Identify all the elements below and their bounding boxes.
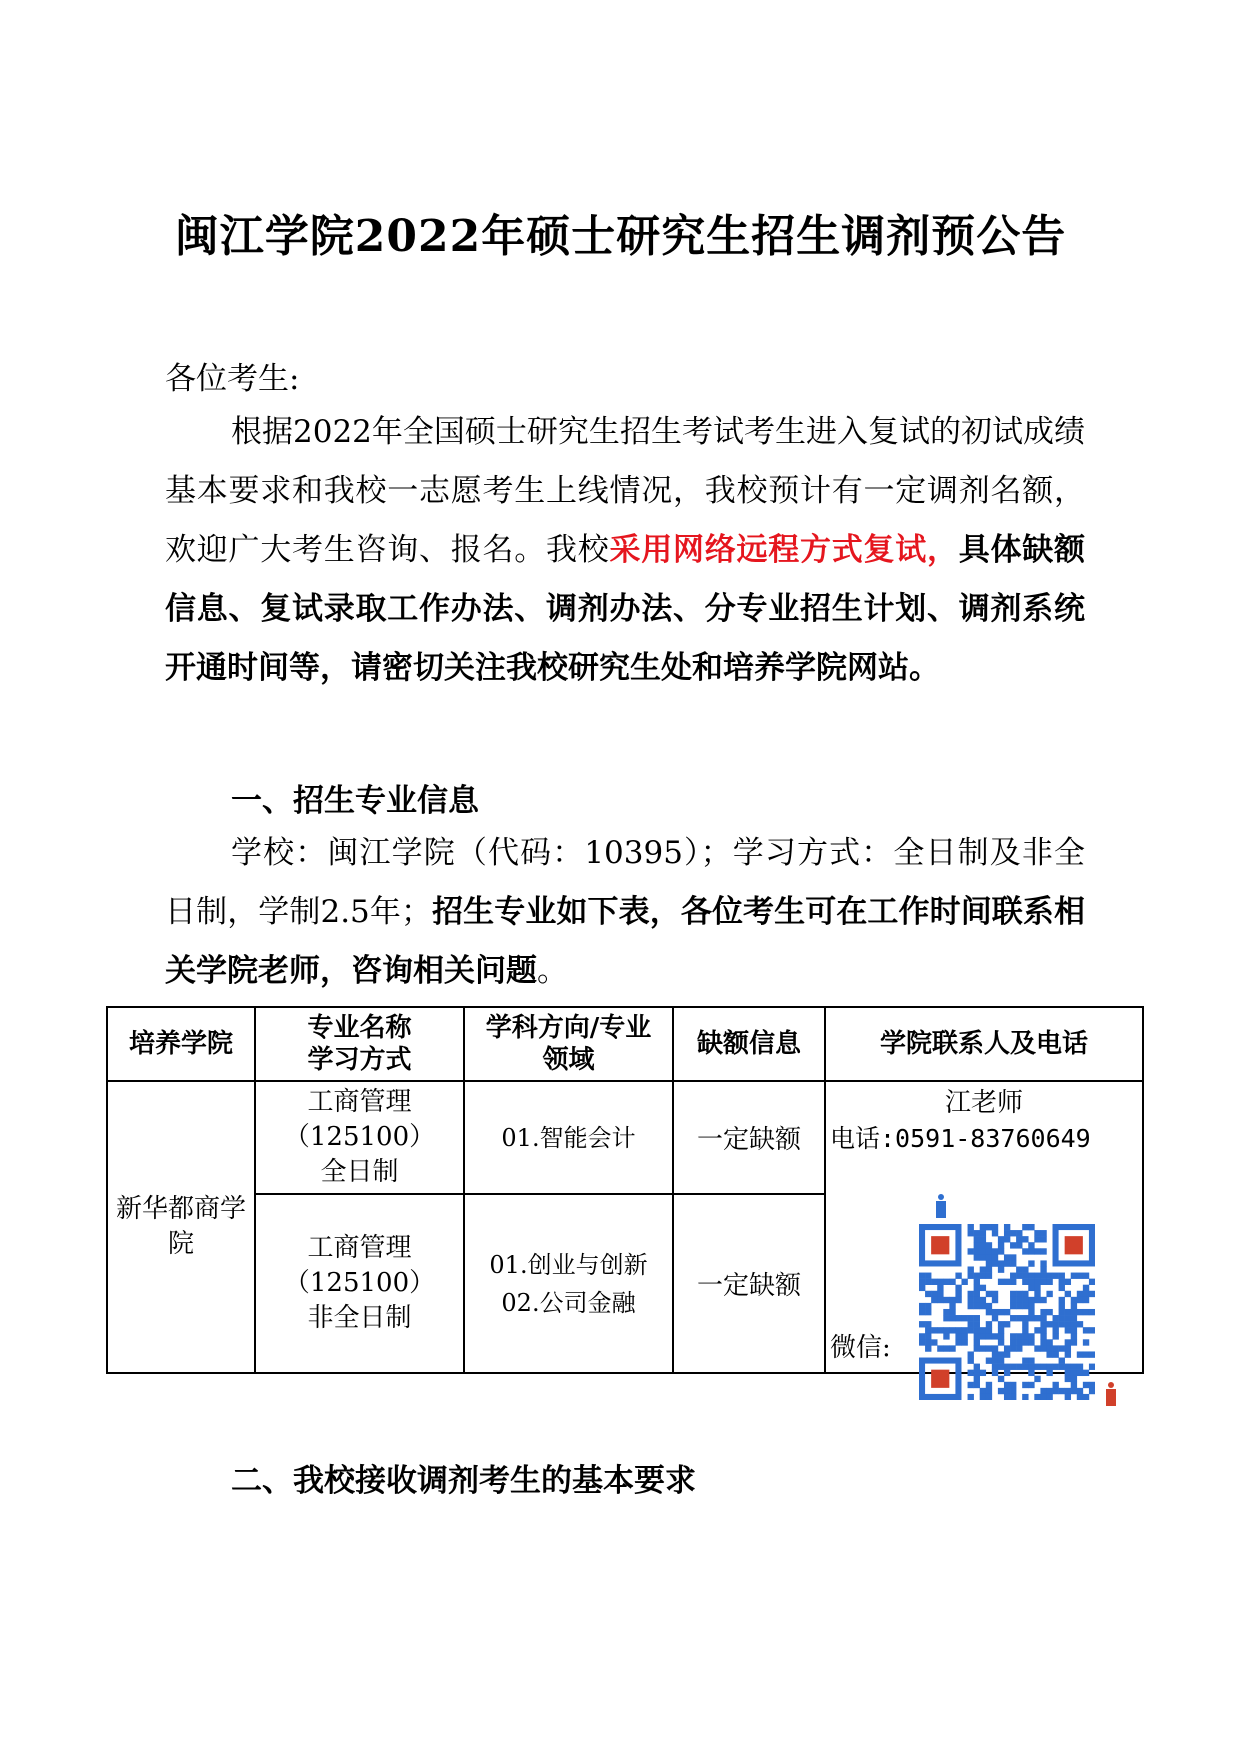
contact-cell — [825, 1081, 1143, 1373]
direction-cell — [464, 1194, 673, 1373]
major-info-table — [106, 1006, 1144, 1374]
school-info-bold: 招生专业如下表，各位考生可在工作时间联系相关学院老师，咨询相关问题 — [165, 894, 1085, 989]
contact-phone: 电话:0591-83760649 — [830, 1124, 1091, 1153]
intro-paragraph — [165, 403, 1085, 698]
major-name: 工商管理 — [307, 1087, 412, 1117]
school-info-tail: 。 — [537, 953, 568, 989]
salutation: 各位考生: — [165, 361, 300, 397]
intro-remote-retest-highlight: 采用网络远程方式复试， — [609, 532, 959, 568]
major-name: 工商管理 — [307, 1233, 412, 1263]
major-code: （125100） — [283, 1122, 436, 1152]
header-college: 培养学院 — [107, 1007, 255, 1081]
table-header-row — [107, 1007, 1143, 1081]
school-info-text: 学校：闽江学院（代码：10395）；学习方式：全日制及非全日制，学制2.5年； — [165, 835, 1085, 930]
header-direction-line1: 学科方向/专业 — [485, 1013, 652, 1043]
header-direction — [464, 1007, 673, 1081]
direction-item: 01.智能会计 — [501, 1123, 636, 1152]
study-mode: 全日制 — [320, 1157, 399, 1187]
section-heading-requirements: 二、我校接收调剂考生的基本要求 — [231, 1463, 696, 1499]
college-cell: 新华都商学院 — [107, 1081, 255, 1373]
intro-bold-notice: 具体缺额信息、复试录取工作办法、调剂办法、分专业招生计划、调剂系统开通时间等，请密切关注我校研究生处和培养学院网站。 — [165, 532, 1085, 686]
vacancy-cell: 一定缺额 — [673, 1194, 825, 1373]
direction-cell — [464, 1081, 673, 1194]
wechat-label: 微信: — [830, 1333, 891, 1363]
person-icon — [1106, 1382, 1116, 1406]
contact-name: 江老师 — [944, 1088, 1023, 1118]
section-heading-major-info: 一、招生专业信息 — [231, 783, 479, 819]
vacancy-cell: 一定缺额 — [673, 1081, 825, 1194]
header-major — [255, 1007, 464, 1081]
header-vacancy: 缺额信息 — [673, 1007, 825, 1081]
header-contact: 学院联系人及电话 — [825, 1007, 1143, 1081]
header-major-line1: 专业名称 — [307, 1013, 412, 1043]
direction-item: 02.公司金融 — [501, 1288, 636, 1317]
study-mode: 非全日制 — [307, 1303, 412, 1333]
wechat-qr-code-icon — [919, 1224, 1095, 1400]
table-row — [107, 1081, 1143, 1194]
header-major-line2: 学习方式 — [307, 1045, 412, 1075]
major-cell — [255, 1194, 464, 1373]
school-info-paragraph — [165, 824, 1085, 1001]
header-direction-line2: 领域 — [542, 1045, 595, 1075]
intro-text: 根据2022年全国硕士研究生招生考试考生进入复试的初试成绩基本要求和我校一志愿考生上线情况，我校预计有一定调剂名额，欢迎广大考生咨询、报名。我校 — [165, 414, 1085, 568]
major-code: （125100） — [283, 1268, 436, 1298]
direction-item: 01.创业与创新 — [489, 1250, 648, 1279]
major-cell — [255, 1081, 464, 1194]
document-title: 闽江学院2022年硕士研究生招生调剂预公告 — [174, 211, 1067, 262]
person-icon — [936, 1194, 946, 1218]
